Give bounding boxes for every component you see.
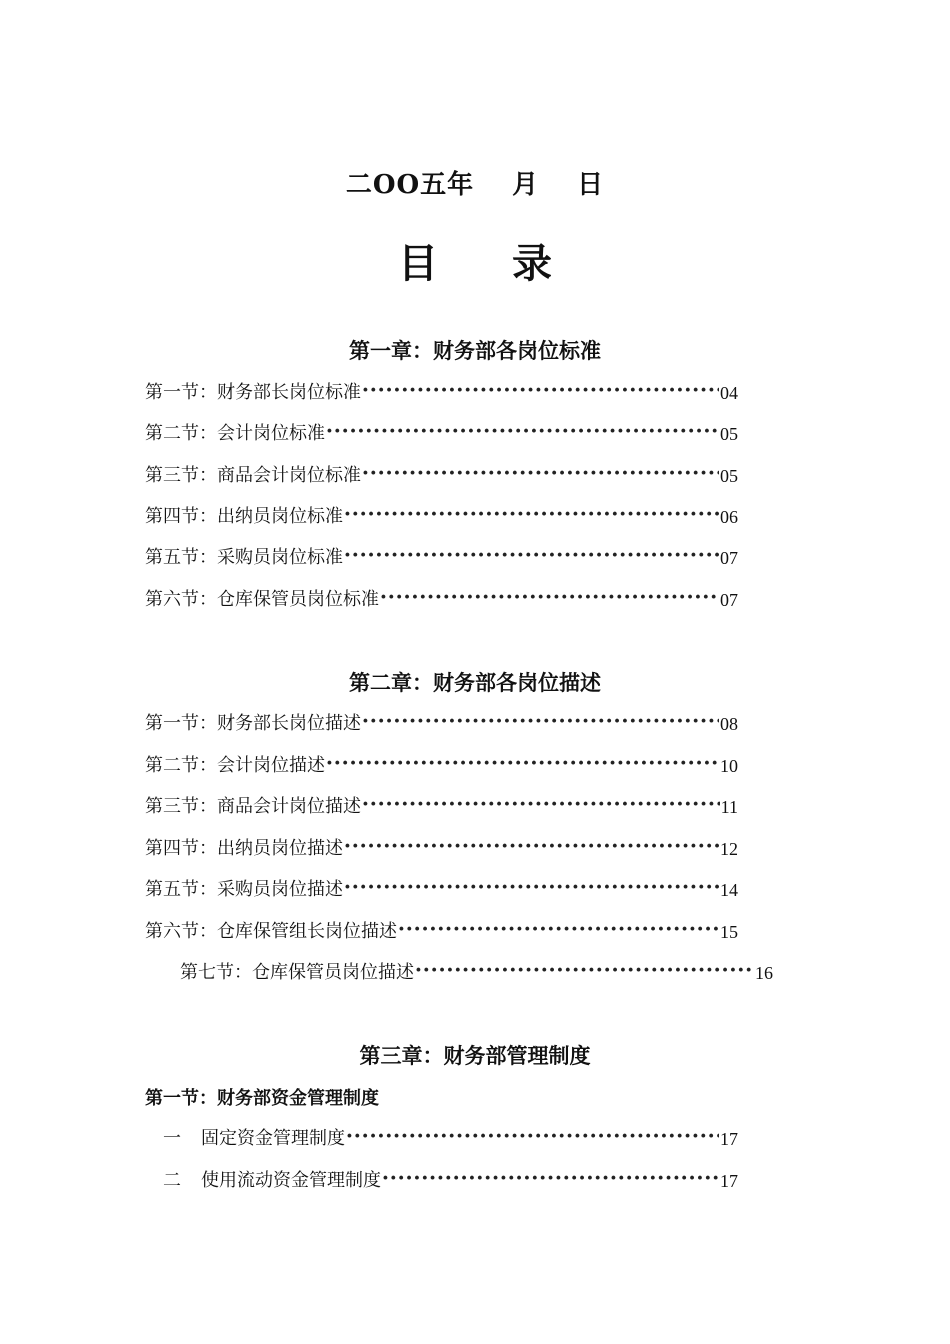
dot-leader [326,420,719,442]
dot-leader [344,835,719,857]
toc-title-char-2: 录 [512,240,552,287]
dot-leader [344,876,719,898]
date-year: 二OO五年 [345,170,475,200]
toc-entry-page: 11 [720,797,738,817]
date-month: 月 [512,170,540,200]
toc-entry-label: 第二节：会计岗位标准 [145,423,325,444]
toc-entry-label: 第五节：采购员岗位描述 [145,879,343,900]
toc-entry-label [163,1166,381,1192]
toc-entry[interactable] [145,417,738,445]
toc-entry-label: 第一节：财务部长岗位标准 [145,382,361,403]
toc-entry[interactable] [145,583,738,611]
toc-title-char-1: 目 [398,240,438,287]
dot-leader [344,503,719,525]
toc-entry-page: 12 [720,839,738,859]
toc-entry-page: 14 [720,880,738,900]
toc-entry-label: 第二节：会计岗位描述 [145,755,325,776]
dot-leader [346,1125,719,1147]
toc-entry-label: 第六节：仓库保管员岗位标准 [145,589,379,610]
dot-leader [326,752,719,774]
toc-entry[interactable] [145,376,738,404]
toc-entry-label: 第四节：出纳员岗位描述 [145,838,343,859]
toc-entry-page: 04 [720,383,738,403]
document-date [0,164,950,201]
toc-entry-page: 05 [720,466,738,486]
toc-entry-page: 17 [720,1129,738,1149]
toc-entry-number: 一 [163,1128,181,1149]
toc-entry[interactable] [145,459,738,487]
toc-entry[interactable] [145,832,738,860]
dot-leader [398,918,719,940]
dot-leader [362,793,720,815]
dot-leader [382,1167,719,1189]
toc-entry[interactable] [145,500,738,528]
toc-entry[interactable] [145,707,738,735]
section-heading: 第一节：财务部资金管理制度 [145,1088,379,1109]
chapter-2-title: 第二章：财务部各岗位描述 [349,670,601,695]
dot-leader [362,710,719,732]
toc-entry[interactable] [145,915,738,943]
toc-entry[interactable] [145,541,738,569]
toc-entry-page: 16 [755,963,773,983]
toc-entry-page: 15 [720,922,738,942]
toc-entry-page: 06 [720,507,738,527]
toc-entry-text: 使用流动资金管理制度 [201,1170,381,1191]
dot-leader [362,462,719,484]
toc-entry[interactable] [145,749,738,777]
toc-entry-number: 二 [163,1170,181,1191]
dot-leader [362,379,719,401]
toc-entry[interactable] [145,873,738,901]
toc-entry[interactable] [180,956,773,984]
toc-entry-page: 17 [720,1171,738,1191]
dot-leader [344,544,719,566]
toc-entry-label: 第五节：采购员岗位标准 [145,547,343,568]
dot-leader [380,586,719,608]
toc-entry-page: 07 [720,548,738,568]
date-day: 日 [577,170,605,200]
dot-leader [415,959,754,981]
toc-entry-text: 固定资金管理制度 [201,1128,345,1149]
toc-entry-label: 第三节：商品会计岗位标准 [145,465,361,486]
toc-entry-page: 07 [720,590,738,610]
toc-entry-page: 05 [720,424,738,444]
toc-entry-page: 08 [720,714,738,734]
toc-entry-page: 10 [720,756,738,776]
toc-entry-label: 第三节：商品会计岗位描述 [145,796,361,817]
toc-entry[interactable] [145,790,738,818]
toc-entry-label: 第六节：仓库保管组长岗位描述 [145,921,397,942]
toc-entry-label: 第七节：仓库保管员岗位描述 [180,962,414,983]
toc-entry[interactable] [163,1122,738,1150]
toc-entry-label: 第一节：财务部长岗位描述 [145,713,361,734]
toc-entry-label: 第四节：出纳员岗位标准 [145,506,343,527]
toc-entry[interactable] [163,1164,738,1192]
toc-entry-label [163,1124,345,1150]
chapter-3-title: 第三章：财务部管理制度 [359,1043,591,1068]
chapter-1-title: 第一章：财务部各岗位标准 [349,338,601,363]
toc-title [0,232,950,289]
